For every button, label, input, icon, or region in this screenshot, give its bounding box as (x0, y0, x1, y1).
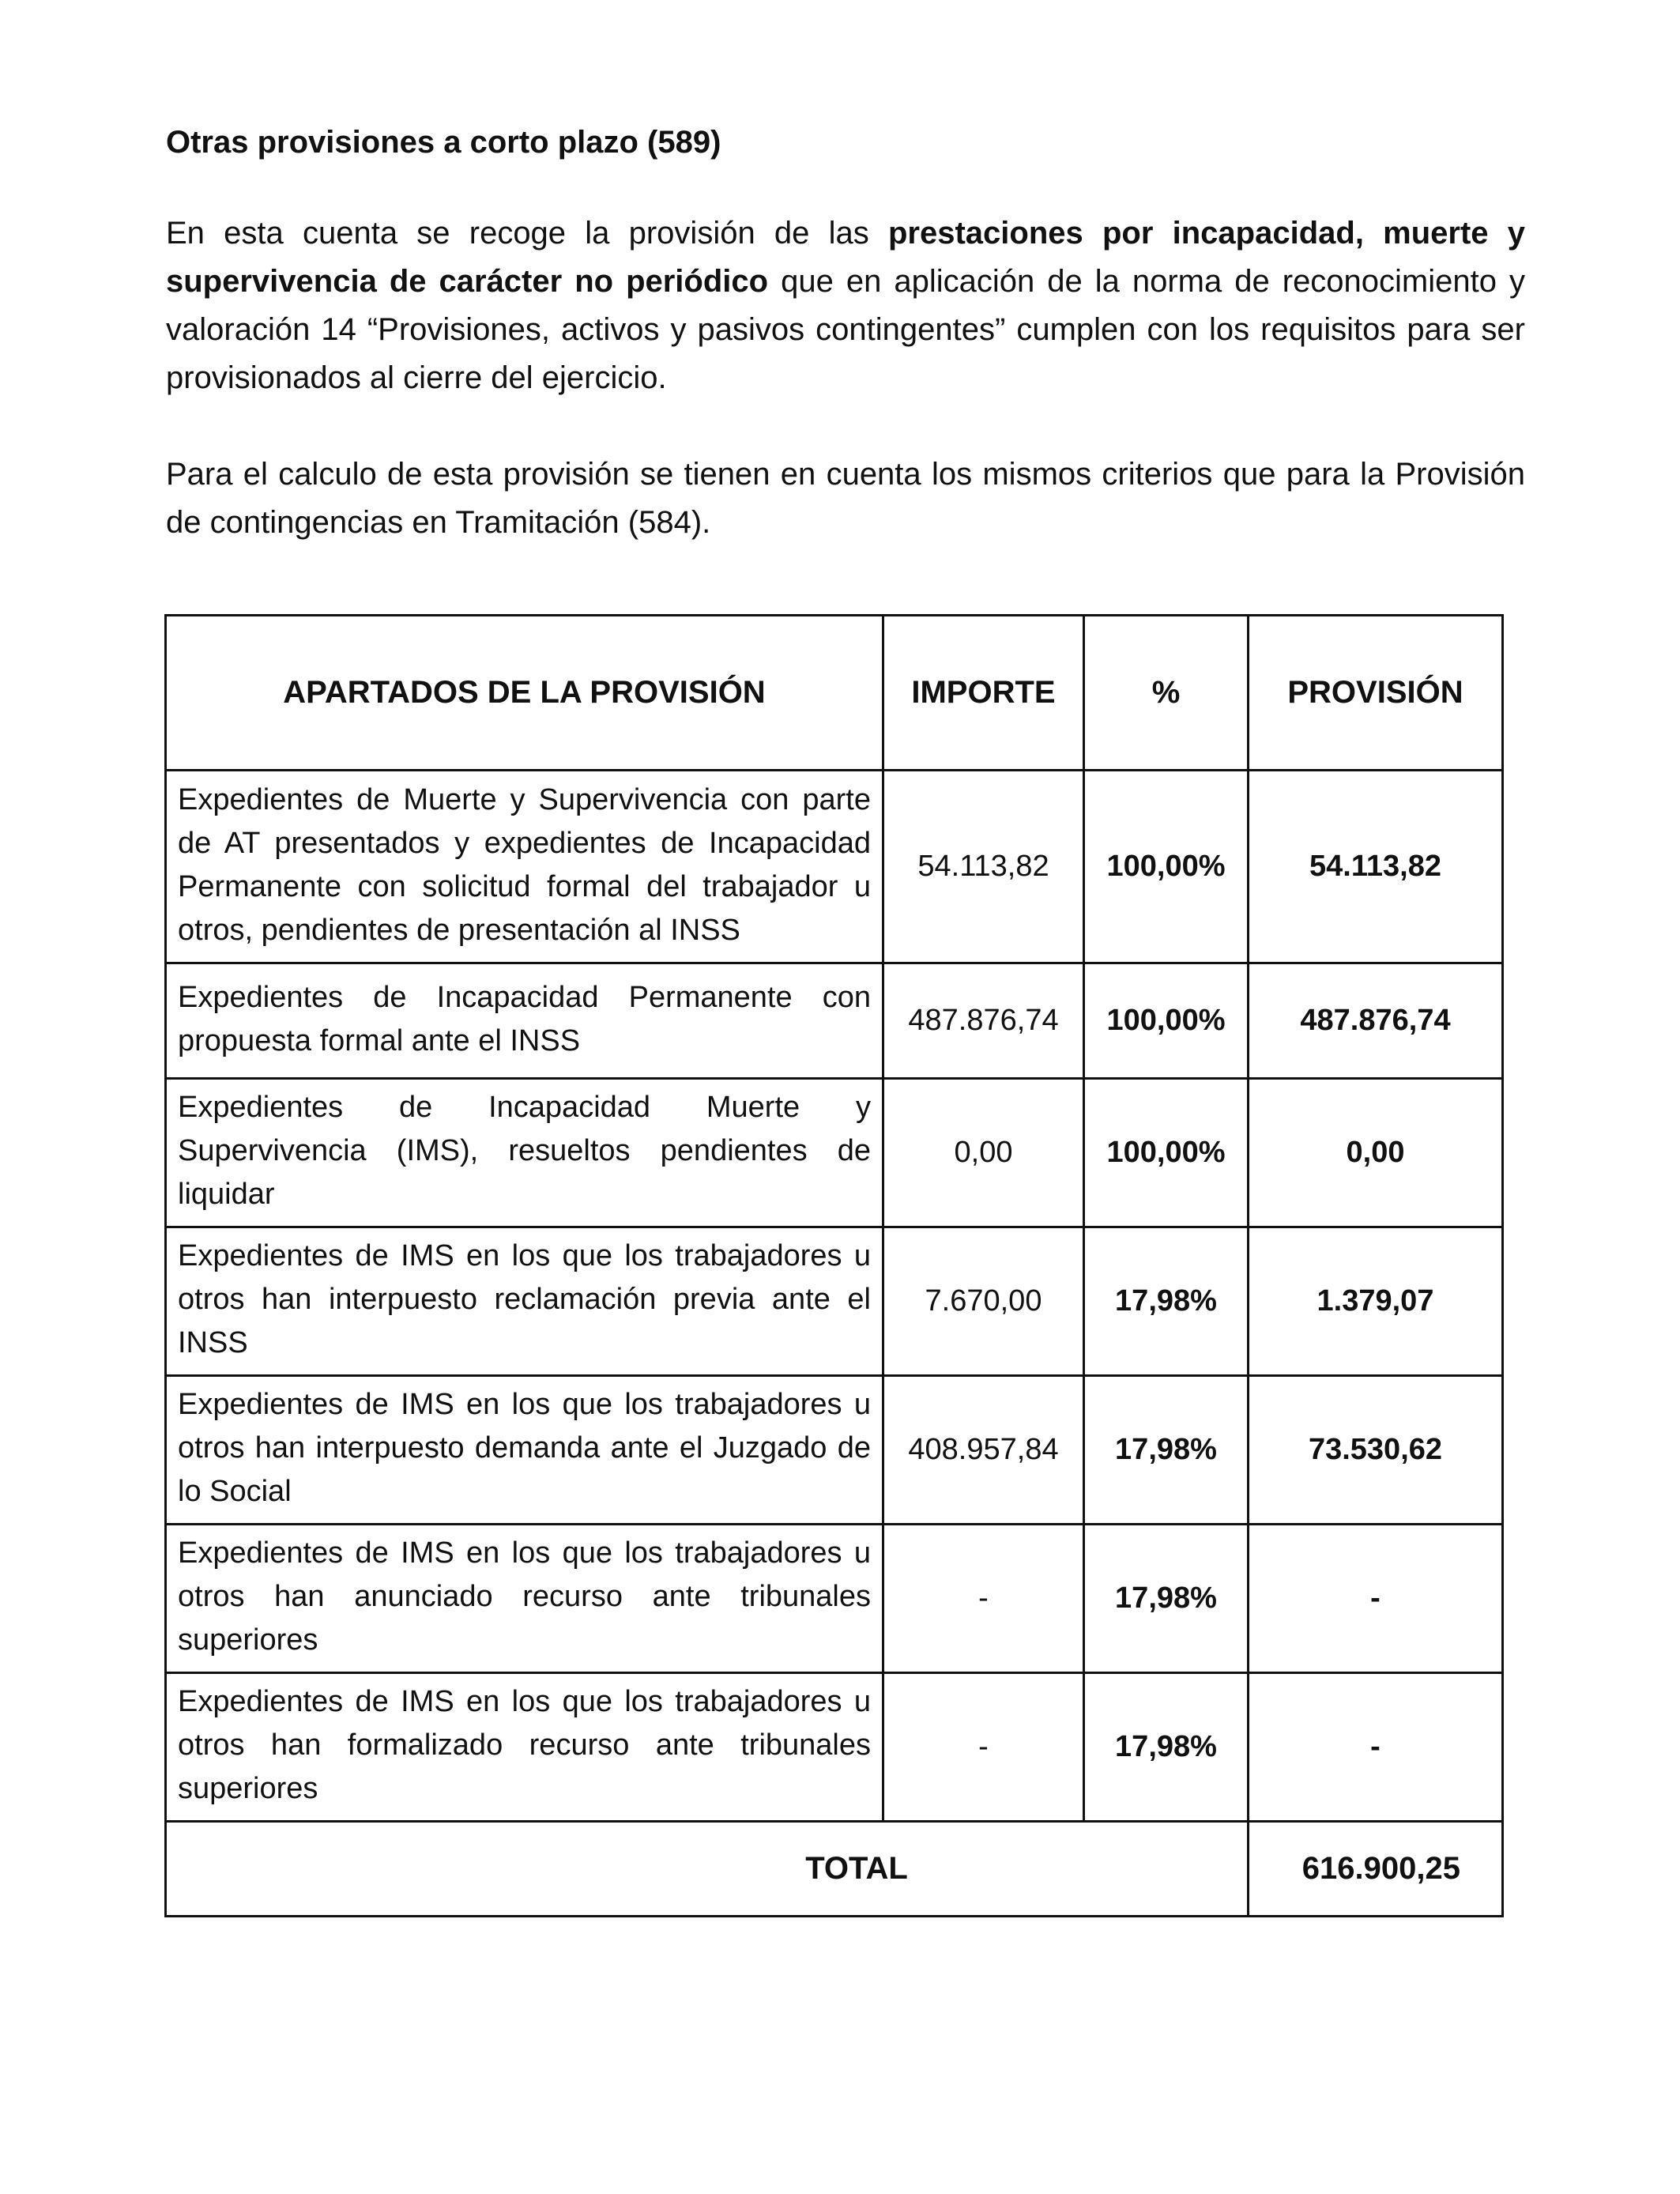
row-description: Expedientes de IMS en los que los trabajadores u otros han interpuesto reclamación previa ante el INSS (166, 1227, 883, 1376)
row-percent: 100,00% (1084, 771, 1249, 963)
row-percent: 17,98% (1084, 1227, 1249, 1376)
paragraph-text-pre: En esta cuenta se recoge la provisión de las (166, 216, 888, 251)
paragraph-description (166, 209, 1525, 402)
table-row (166, 1376, 1503, 1525)
row-provision: 54.113,82 (1249, 771, 1503, 963)
table-row (166, 1525, 1503, 1673)
header-apartados: APARTADOS DE LA PROVISIÓN (166, 616, 883, 771)
table-row (166, 1673, 1503, 1822)
row-importe: - (883, 1525, 1084, 1673)
table-total-row (166, 1822, 1503, 1917)
row-description: Expedientes de IMS en los que los trabajadores u otros han interpuesto demanda ante el Juzgado de lo Social (166, 1376, 883, 1525)
row-provision: 1.379,07 (1249, 1227, 1503, 1376)
row-provision: - (1249, 1525, 1503, 1673)
row-description: Expedientes de IMS en los que los trabajadores u otros han anunciado recurso ante tribunales superiores (166, 1525, 883, 1673)
header-provision: PROVISIÓN (1249, 616, 1503, 771)
row-importe: 7.670,00 (883, 1227, 1084, 1376)
row-provision: 0,00 (1249, 1079, 1503, 1227)
row-percent: 100,00% (1084, 1079, 1249, 1227)
row-description: Expedientes de Incapacidad Muerte y Supervivencia (IMS), resueltos pendientes de liquidar (166, 1079, 883, 1227)
total-label: TOTAL (166, 1822, 1249, 1917)
paragraph-criteria: Para el calculo de esta provisión se tienen en cuenta los mismos criterios que para la Provisión de contingencias en Tramitación (584). (166, 457, 1525, 540)
table-row (166, 771, 1503, 963)
paragraph-text-bold: prestaciones por incapacidad, muerte y supervivencia de carácter no periódico (166, 216, 1525, 299)
row-percent: 100,00% (1084, 963, 1249, 1079)
row-importe: 0,00 (883, 1079, 1084, 1227)
header-importe: IMPORTE (883, 616, 1084, 771)
row-provision: - (1249, 1673, 1503, 1822)
row-description: Expedientes de Muerte y Supervivencia con parte de AT presentados y expedientes de Incapacidad Permanente con solicitud formal del trabajador u otros, pendientes de presentación al INSS (166, 771, 883, 963)
row-provision: 487.876,74 (1249, 963, 1503, 1079)
paragraph-text-post: que en aplicación de la norma de reconocimiento y valoración 14 “Provisiones, activos y pasivos contingentes” cumplen con los requisitos para ser provisionados al cierre del ejercicio. (166, 264, 1525, 395)
header-percent: % (1084, 616, 1249, 771)
document-body (166, 119, 1525, 547)
row-percent: 17,98% (1084, 1376, 1249, 1525)
row-importe: 408.957,84 (883, 1376, 1084, 1525)
row-description: Expedientes de IMS en los que los trabajadores u otros han formalizado recurso ante tribunales superiores (166, 1673, 883, 1822)
row-importe: 487.876,74 (883, 963, 1084, 1079)
table-row (166, 1079, 1503, 1227)
row-description: Expedientes de Incapacidad Permanente con propuesta formal ante el INSS (166, 963, 883, 1079)
row-importe: - (883, 1673, 1084, 1822)
row-provision: 73.530,62 (1249, 1376, 1503, 1525)
table-header-row (166, 616, 1503, 771)
section-heading: Otras provisiones a corto plazo (589) (166, 125, 721, 160)
row-percent: 17,98% (1084, 1525, 1249, 1673)
row-importe: 54.113,82 (883, 771, 1084, 963)
table-row (166, 1227, 1503, 1376)
provision-table (164, 614, 1504, 1917)
row-percent: 17,98% (1084, 1673, 1249, 1822)
table-row (166, 963, 1503, 1079)
total-value: 616.900,25 (1249, 1822, 1503, 1917)
